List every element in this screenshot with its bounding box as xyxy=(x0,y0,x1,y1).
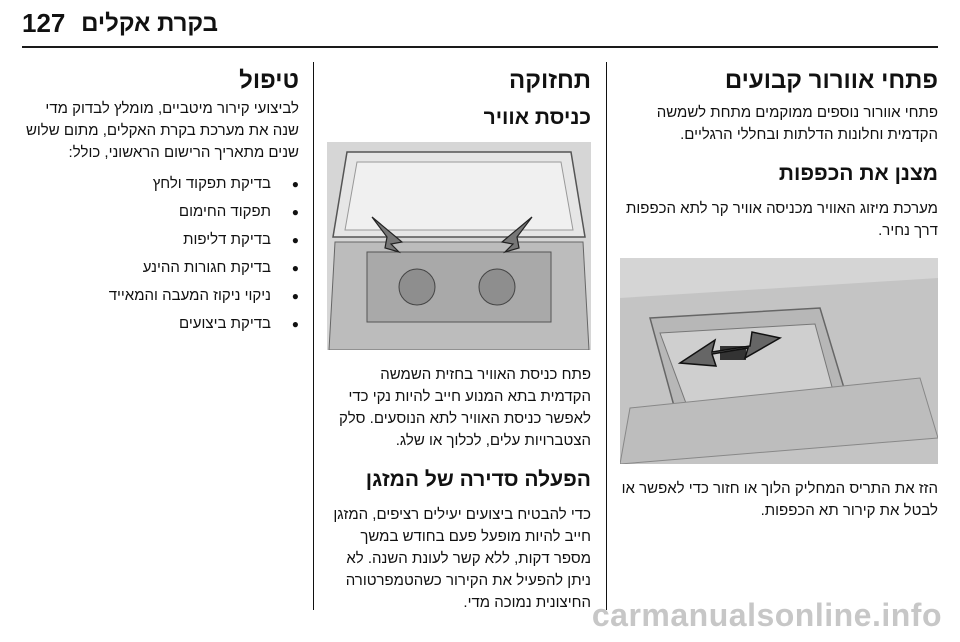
section-heading-fixed-vents: פתחי אוורור קבועים xyxy=(724,67,938,94)
column-divider-left xyxy=(313,62,314,610)
glovebox-caption: הזז את התריס המחליק הלוך או חזור כדי לאפשר או לבטל את קירור תא הכפפות. xyxy=(621,480,938,519)
list-item: ● בדיקת דליפות xyxy=(24,226,299,254)
page-title: בקרת אקלים xyxy=(81,10,218,37)
subheading-regular-operation: הפעלה סדירה של המזגן xyxy=(365,468,591,491)
fixed-vents-text: פתחי אוורור נוספים ממוקמים מתחת לשמשה הקדמית וחלונות הדלתות ובחללי הרגליים. xyxy=(656,104,938,143)
column-right xyxy=(620,66,938,522)
page-number: 127 xyxy=(22,8,66,38)
section-heading-maintenance: תחזוקה xyxy=(509,67,591,94)
glovebox-illustration xyxy=(620,258,938,464)
air-intake-caption: פתח כניסת האוויר בחזית השמשה הקדמית בתא המנוע חייב להיות נקי כדי לאפשר כניסת האוויר לתא הנוסעים. סלק הצטברויות עלים, לכלוך או שלג. xyxy=(339,366,591,449)
column-middle xyxy=(327,66,591,614)
list-item: ● בדיקת תפקוד ולחץ xyxy=(24,170,299,198)
section-heading-service: טיפול xyxy=(239,67,299,94)
column-left xyxy=(24,66,299,338)
engine-hood-illustration xyxy=(327,142,591,350)
list-item: ● בדיקת חגורות ההינע xyxy=(24,254,299,282)
regular-operation-text: כדי להבטיח ביצועים יעילים רציפים, המזגן חייב להיות מופעל פעם בחודש במשך מספר דקות, ללא קשר לעונת השנה. לא ניתן להפעיל את הקירור כשהטמפרטורה החיצונית נמוכה מדי. xyxy=(333,506,591,611)
column-divider-right xyxy=(606,62,607,610)
glovebox-cooling-text: מערכת מיזוג האוויר מכניסה אוויר קר לתא הכפפות דרך נחיר. xyxy=(626,200,938,239)
list-item: ● בדיקת ביצועים xyxy=(24,310,299,338)
list-item: ● תפקוד החימום xyxy=(24,198,299,226)
service-text: לביצועי קירור מיטביים, מומלץ לבדוק מדי שנה את מערכת בקרת האקלים, מתום שלוש שנים מתאריך הרישום הראשוני, כולל: xyxy=(25,100,299,161)
subheading-air-intake: כניסת אוויר xyxy=(483,106,591,129)
list-item: ● ניקוי ניקוז המעבה והמאייד xyxy=(24,282,299,310)
watermark: carmanualsonline.info xyxy=(591,597,942,633)
subheading-glovebox-cooling: מצנן את הכפפות xyxy=(778,162,938,185)
service-checklist xyxy=(24,170,299,338)
engine-hood-drawing xyxy=(327,142,591,350)
glovebox-drawing xyxy=(620,258,938,464)
header-rule xyxy=(22,46,938,48)
